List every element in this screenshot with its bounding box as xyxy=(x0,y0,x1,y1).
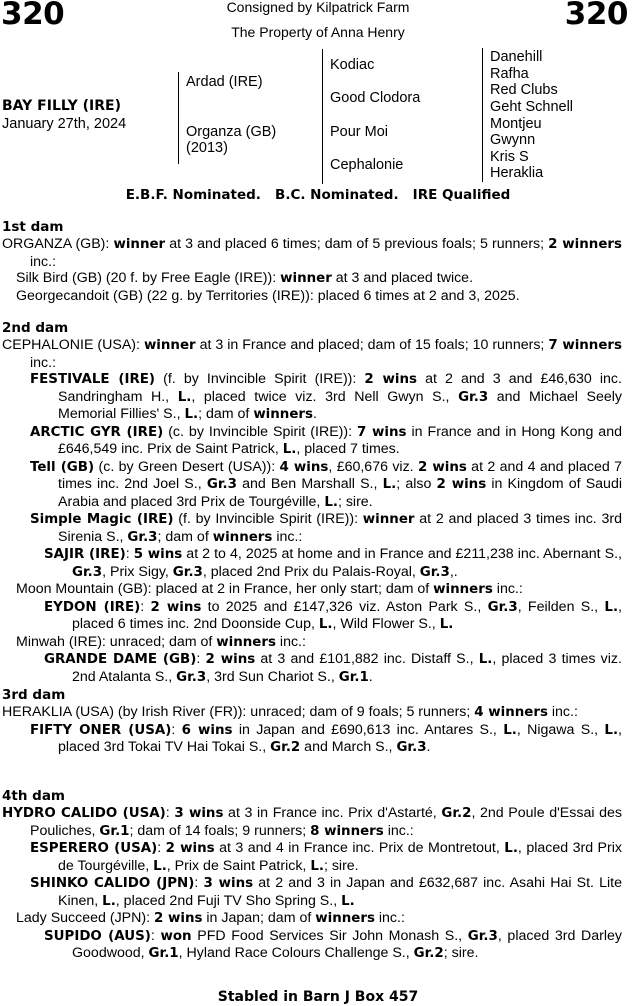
entry-text: Silk Bird (GB) (20 f. by Free Eagle (IRE)): xyxy=(16,270,281,286)
entry-text: , £60,676 viz. xyxy=(328,458,418,475)
bold-text: Gr.1 xyxy=(99,823,130,839)
section-2nd-dam xyxy=(2,320,622,686)
pedigree-entry xyxy=(2,581,622,599)
bold-text: L. xyxy=(478,652,493,667)
section-heading: 2nd dam xyxy=(2,320,69,336)
entry-text: at 2 and placed 3 times inc. 3rd Sirenia S., xyxy=(58,511,622,545)
pedigree-entry xyxy=(2,910,622,928)
pedigree-entry xyxy=(2,337,622,371)
entry-text: inc.: xyxy=(30,253,57,270)
foaling-date: January 27th, 2024 xyxy=(2,116,127,132)
entry-text: inc.: xyxy=(492,581,523,597)
entry-text: and Michael Seely Memorial Fillies' S., xyxy=(58,388,623,422)
entry-text: at 3 and placed twice. xyxy=(331,270,474,286)
pedigree-g3: Montjeu xyxy=(490,116,542,132)
pedigree-entry xyxy=(2,459,622,512)
bold-text: Gr.1 xyxy=(338,669,369,685)
bold-text: Gr.3 xyxy=(396,740,427,755)
bold-text: 5 wins xyxy=(133,547,183,562)
entry-text: ; sire. xyxy=(337,493,373,510)
entry-text: in Kingdom of Saudi Arabia and placed 3rd Prix de Tourgéville, xyxy=(58,476,622,510)
bold-text: winner xyxy=(280,271,332,286)
entry-text: , Prix de Saint Patrick, xyxy=(166,857,311,874)
bold-text: 6 wins xyxy=(181,722,233,738)
bold-text: L. xyxy=(177,389,192,405)
pedigree-g3: Red Clubs xyxy=(490,82,558,98)
bold-text: L. xyxy=(604,722,619,738)
bold-text: L. xyxy=(324,494,338,510)
pedigree-sire-dam: Good Clodora xyxy=(330,90,421,106)
entry-text: at 3 in France inc. Prix d'Astarté, xyxy=(223,805,442,821)
pedigree-entry xyxy=(2,371,622,424)
bold-text: 2 wins xyxy=(154,911,203,926)
entry-text: : xyxy=(150,927,161,944)
bold-text: Gr.3 xyxy=(458,389,489,405)
pedigree-bracket-1 xyxy=(178,72,179,164)
bold-text: SHINKO CALIDO (JPN) xyxy=(30,876,195,891)
bold-text: Gr.3 xyxy=(206,477,237,492)
bold-text: Simple Magic (IRE) xyxy=(30,512,174,527)
bold-text: Gr.1 xyxy=(148,946,179,961)
entry-text: : xyxy=(165,805,175,821)
pedigree-g3: Gwynn xyxy=(490,132,536,148)
bold-text: winners xyxy=(216,634,276,650)
bold-text: EYDON (IRE) xyxy=(44,599,141,615)
bold-text: L. xyxy=(439,617,454,632)
pedigree-g3: Geht Schnell xyxy=(490,99,574,115)
pedigree-dam-sire: Pour Moi xyxy=(330,124,389,140)
entry-text: , Nigawa S., xyxy=(516,721,605,738)
entry-text: . xyxy=(313,406,317,422)
entry-text: , placed 2nd Fuji TV Sho Spring S., xyxy=(115,892,342,909)
bold-text: Gr.3 xyxy=(176,669,207,685)
entry-text: and Ben Marshall S., xyxy=(236,476,383,492)
pedigree-entry xyxy=(2,634,622,652)
entry-text: , 2nd Poule d'Essai des Pouliches, xyxy=(30,805,622,839)
bold-text: L. xyxy=(310,858,324,874)
bold-text: 2 wins xyxy=(436,477,487,492)
entry-text: (f. by Invincible Spirit (IRE)): xyxy=(173,511,363,527)
pedigree-entry xyxy=(2,599,622,634)
section-3rd-dam xyxy=(2,687,622,757)
pedigree-entry xyxy=(2,875,622,910)
bold-text: Gr.2 xyxy=(270,740,301,755)
entry-text: at 2 and 4 and placed 7 times inc. 2nd Joel S., xyxy=(58,458,622,492)
bold-text: Gr.3 xyxy=(127,529,158,545)
entry-text: , Prix Sigy, xyxy=(102,563,173,580)
entry-text: Minwah (IRE): unraced; dam of xyxy=(16,633,217,650)
pedigree-g3: Danehill xyxy=(490,49,543,65)
section-4th-dam xyxy=(2,788,622,963)
lot-number-right: 320 xyxy=(564,0,628,32)
pedigree-g3: Heraklia xyxy=(490,165,544,181)
pedigree-bracket-3 xyxy=(482,48,483,182)
entry-text: and March S., xyxy=(300,739,397,755)
entry-text: , placed 3 times viz. 2nd Atalanta S., xyxy=(72,651,622,685)
pedigree-entry xyxy=(2,722,622,757)
bold-text: 7 wins xyxy=(357,424,407,440)
bold-text: L. xyxy=(382,477,397,492)
pedigree-entry xyxy=(2,288,622,305)
entry-text: , placed 3rd Darley Goodwood, xyxy=(72,927,623,961)
bold-text: GRANDE DAME (GB) xyxy=(44,652,197,667)
entry-text: . xyxy=(426,739,431,755)
bold-text: winner xyxy=(143,338,196,353)
entry-text: at 3 in France and placed; dam of 15 foals; 10 runners; xyxy=(195,337,549,353)
bold-text: 4 winners xyxy=(474,705,548,720)
bold-text: 2 winners xyxy=(548,237,622,252)
bold-text: 8 winners xyxy=(310,823,384,839)
bold-text: 2 wins xyxy=(364,372,418,387)
pedigree-dam-year: (2013) xyxy=(186,140,228,156)
entry-text: to 2025 and £147,326 viz. Aston Park S., xyxy=(201,598,488,615)
section-1st-dam xyxy=(2,219,622,304)
entry-text: Georgecandoit (GB) (22 g. by Territories (IRE)): placed 6 times at 2 and 3, 2025. xyxy=(16,287,520,304)
pedigree-entry xyxy=(2,805,622,840)
horse-name: BAY FILLY (IRE) xyxy=(2,98,121,114)
bold-text: Gr.3 xyxy=(467,928,498,944)
entry-text: : xyxy=(196,651,206,667)
bold-text: winners xyxy=(253,407,313,422)
bold-text: L. xyxy=(102,893,116,909)
bold-text: winner xyxy=(362,512,415,527)
bold-text: L. xyxy=(341,893,355,909)
pedigree-dam: Organza (GB) xyxy=(186,124,277,140)
bold-text: 2 wins xyxy=(150,599,202,615)
bold-text: 3 wins xyxy=(203,876,254,891)
entry-text: at 3 and £101,882 inc. Distaff S., xyxy=(255,651,479,667)
entry-text: , placed twice viz. 3rd Nell Gwyn S., xyxy=(191,388,459,405)
entry-text: inc.: xyxy=(275,633,306,650)
entry-text: : xyxy=(125,546,134,562)
pedigree-entry xyxy=(2,840,622,875)
entry-text: in Japan; dam of xyxy=(202,910,316,926)
bold-text: L. xyxy=(604,599,619,615)
pedigree-entry xyxy=(2,546,622,581)
pedigree-entry xyxy=(2,424,622,459)
entry-text: . xyxy=(368,668,373,685)
bold-text: 3 wins xyxy=(174,806,224,821)
pedigree-entry xyxy=(2,511,622,546)
entry-text: ,. xyxy=(449,563,458,580)
bold-text: won xyxy=(160,928,192,944)
bold-text: HYDRO CALIDO (USA) xyxy=(2,806,166,821)
entry-text: at 2 and 3 in Japan and £632,687 inc. Asahi Hai St. Lite Kinen, xyxy=(58,875,622,909)
bold-text: 7 winners xyxy=(548,338,622,353)
section-heading: 1st dam xyxy=(2,219,64,235)
pedigree-dam-dam: Cephalonie xyxy=(330,157,404,173)
entry-text: , placed 2nd Prix du Palais-Royal, xyxy=(202,563,420,580)
entry-text: : xyxy=(140,598,151,615)
entry-text: inc.: xyxy=(374,910,405,926)
bold-text: winners xyxy=(433,582,493,597)
pedigree-entry xyxy=(2,651,622,686)
entry-text: : xyxy=(157,840,166,856)
entry-text: HERAKLIA (USA) (by Irish River (FR)): unraced; dam of 9 foals; 5 runners; xyxy=(2,704,475,720)
entry-text: at 2 and 3 and £46,630 inc. Sandringham H., xyxy=(58,371,622,405)
section-heading: 4th dam xyxy=(2,788,65,804)
entry-text: Lady Succeed (JPN): xyxy=(16,910,154,926)
bold-text: SAJIR (IRE) xyxy=(44,547,126,562)
entry-text: at 2 to 4, 2025 at home and in France and £211,238 inc. Abernant S., xyxy=(182,546,622,562)
entry-text: , 3rd Sun Chariot S., xyxy=(206,668,339,685)
entry-text: at 3 and 4 in France inc. Prix de Montretout, xyxy=(214,840,505,856)
pedigree-entry xyxy=(2,704,622,722)
pedigree-bracket-2 xyxy=(322,49,323,184)
bold-text: SUPIDO (AUS) xyxy=(44,928,151,944)
bold-text: L. xyxy=(184,407,199,422)
entry-text: ; also xyxy=(396,476,437,492)
bold-text: Gr.3 xyxy=(72,564,103,580)
bold-text: winners xyxy=(212,529,273,545)
entry-text: ; sire. xyxy=(443,945,479,961)
entry-text: , Wild Flower S., xyxy=(332,616,440,632)
bold-text: 2 wins xyxy=(417,459,467,475)
bold-text: L. xyxy=(503,722,517,738)
entry-text: in Japan and £690,613 inc. Antares S., xyxy=(232,721,504,738)
entry-text: in France and in Hong Kong and £646,549 inc. Prix de Saint Patrick, xyxy=(58,423,622,457)
bold-text: Gr.2 xyxy=(413,946,444,961)
property: The Property of Anna Henry xyxy=(231,24,405,40)
entry-text: , placed 7 times. xyxy=(296,441,400,457)
entry-text: at 3 and placed 6 times; dam of 5 previous foals; 5 runners; xyxy=(165,236,549,252)
pedigree-sire-sire: Kodiac xyxy=(330,57,375,73)
bold-text: Gr.2 xyxy=(441,806,472,821)
pedigree-g3: Kris S xyxy=(490,149,529,165)
entry-text: , Feilden S., xyxy=(517,598,605,615)
section-heading: 3rd dam xyxy=(2,687,66,703)
entry-text: CEPHALONIE (USA): xyxy=(2,337,144,353)
entry-text: ; sire. xyxy=(323,857,359,874)
bold-text: ARCTIC GYR (IRE) xyxy=(30,424,164,440)
entry-text: ; dam of xyxy=(198,406,254,422)
bold-text: L. xyxy=(504,841,518,856)
bold-text: winners xyxy=(315,911,375,926)
entry-text: , placed 3rd Prix de Tourgéville, xyxy=(58,840,622,874)
entry-text: Moon Mountain (GB): placed at 2 in France, her only start; dam of xyxy=(16,581,434,597)
entry-text: , Hyland Race Colours Challenge S., xyxy=(178,945,414,961)
entry-text: (f. by Invincible Spirit (IRE)): xyxy=(155,371,365,387)
entry-text: inc.: xyxy=(30,354,57,371)
entry-text: , placed 3rd Tokai TV Hai Tokai S., xyxy=(58,721,622,755)
bold-text: Tell (GB) xyxy=(30,459,95,475)
lot-number-left: 320 xyxy=(1,0,65,32)
bold-text: Gr.3 xyxy=(172,564,203,580)
entry-text: PFD Food Services Sir John Monash S., xyxy=(191,927,468,944)
entry-text: , placed 6 times inc. 2nd Doonside Cup, xyxy=(72,598,622,632)
bold-text: 2 wins xyxy=(165,841,215,856)
bold-text: L. xyxy=(282,442,297,457)
nominations: E.B.F. Nominated. B.C. Nominated. IRE Qualified xyxy=(125,187,511,203)
bold-text: L. xyxy=(153,858,167,874)
entry-text: inc.: xyxy=(547,704,578,720)
pedigree-entry xyxy=(2,270,622,288)
entry-text: : xyxy=(171,721,182,738)
entry-text: ORGANZA (GB): xyxy=(2,236,114,252)
entry-text: ; dam of 14 foals; 9 runners; xyxy=(129,822,311,839)
bold-text: Gr.3 xyxy=(419,564,450,580)
bold-text: 2 wins xyxy=(205,652,256,667)
entry-text: inc.: xyxy=(272,528,303,545)
entry-text: (c. by Green Desert (USA)): xyxy=(94,458,280,475)
bold-text: FESTIVALE (IRE) xyxy=(30,372,156,387)
pedigree-entry xyxy=(2,928,622,963)
bold-text: 4 wins xyxy=(279,459,329,475)
stabling-footer: Stabled in Barn J Box 457 xyxy=(217,989,419,1005)
pedigree-g3: Rafha xyxy=(490,66,529,82)
bold-text: Gr.3 xyxy=(487,599,518,615)
entry-text: (c. by Invincible Spirit (IRE)): xyxy=(163,423,358,440)
bold-text: winner xyxy=(113,237,166,252)
pedigree-sire: Ardad (IRE) xyxy=(186,74,263,90)
bold-text: ESPERERO (USA) xyxy=(30,841,158,856)
entry-text: : xyxy=(194,875,204,891)
consignor: Consigned by Kilpatrick Farm xyxy=(226,0,410,15)
entry-text: inc.: xyxy=(383,822,414,839)
bold-text: L. xyxy=(318,617,333,632)
bold-text: FIFTY ONER (USA) xyxy=(30,722,172,738)
entry-text: ; dam of xyxy=(157,528,213,545)
pedigree-entry xyxy=(2,236,622,270)
